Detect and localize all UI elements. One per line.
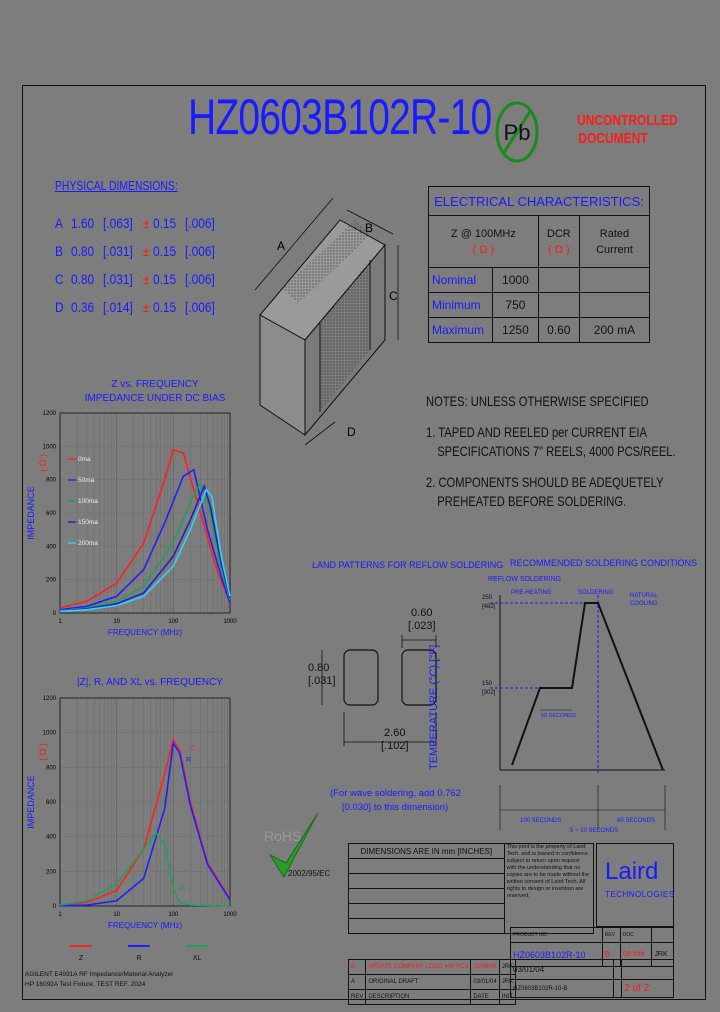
product-number: HZ0603B102R-10 <box>511 943 603 967</box>
chart2-title: |Z|, R, AND XL vs. FREQUENCY <box>77 677 223 688</box>
product-number-block: PRODUCT NO. REV DOC HZ0603B102R-10 B 00-### JRK <box>510 927 674 967</box>
y-tick-label: 400 <box>45 834 56 841</box>
dimension-letter: C <box>55 271 64 287</box>
revision-date: 02/08/08 <box>471 960 499 975</box>
laird-logo: Laird <box>605 858 659 885</box>
legend-label: 50ma <box>78 477 95 484</box>
pb-label: Pb <box>503 120 531 145</box>
x-tick-label: 10 <box>113 912 121 918</box>
series-line-z <box>60 740 230 906</box>
dimension-tol: 0.15 <box>153 271 177 287</box>
reflow-subtitle: REFLOW SOLDERING <box>488 576 562 583</box>
x-tick-label: 10 <box>113 619 121 625</box>
curve-annotation: XL <box>178 885 187 892</box>
property-line: rights to design or invention are <box>506 886 584 892</box>
land-patterns-title: LAND PATTERNS FOR REFLOW SOLDERING <box>312 560 504 570</box>
electrical-table <box>428 186 650 343</box>
reflow-y-axis-label: TEMPERATURE (°C) [°F] <box>428 644 440 770</box>
x-axis-label: FREQUENCY (MHz) <box>107 921 183 930</box>
note-2-line2: PREHEATED BEFORE SOLDERING. <box>437 493 627 509</box>
y-tick-label: 400 <box>45 544 56 551</box>
sec5-10-label: 5 ~ 10 SECONDS <box>570 828 619 834</box>
x-tick-label: 1 <box>58 912 62 918</box>
property-line: This print is the property of Laird <box>506 844 586 850</box>
dimension-pm: ± <box>143 299 150 315</box>
y-tick-label: 1000 <box>42 444 56 451</box>
electrical-cell-z: 1000 <box>493 268 539 293</box>
property-line: reserved. <box>506 893 530 899</box>
dimension-mm: 0.80 <box>71 243 95 259</box>
temp-150-label: 150 [302] <box>482 681 496 696</box>
note-1-line1: 1. TAPED AND REELED per CURRENT EIA <box>426 424 647 440</box>
dimension-inch: [.031] <box>103 271 133 287</box>
electrical-cell-z: 750 <box>493 293 539 318</box>
uncontrolled-stamp <box>577 112 678 148</box>
land-total-dim: 2.60 [.102] <box>381 727 409 752</box>
drawing-date: 03/01/04 <box>511 960 614 980</box>
sec100-label: 100 SECONDS <box>520 818 562 824</box>
revision-history <box>348 959 516 1005</box>
series-line-200ma <box>60 490 230 612</box>
dimension-inch: [.014] <box>103 299 133 315</box>
revision-date: DATE <box>471 990 499 1005</box>
revision-rev: REV <box>349 990 366 1005</box>
y-tick-label: 1000 <box>42 730 56 737</box>
dimension-inch: [.031] <box>103 243 133 259</box>
revision-init: JRK <box>499 975 515 990</box>
dimension-tol_in: [.006] <box>185 215 215 231</box>
natural-cooling-label: NATURAL COOLING <box>630 593 658 607</box>
x-tick-label: 100 <box>168 912 179 918</box>
electrical-cell-dcr <box>538 268 579 293</box>
reflow-title: RECOMMENDED SOLDERING CONDITIONS <box>510 558 698 568</box>
preheating-label: PRE-HEATING <box>511 590 552 596</box>
dimension-mm: 0.80 <box>71 271 95 287</box>
note-1-line2: SPECIFICATIONS 7" REELS, 4000 PCS/REEL. <box>437 443 676 459</box>
curve-annotation: Z <box>190 745 195 752</box>
dimension-tol: 0.15 <box>153 243 177 259</box>
dimension-pm: ± <box>143 271 150 287</box>
sheet-info <box>510 959 674 998</box>
property-line: Tech. and is loaned in confidence <box>506 851 588 857</box>
z-ohm-unit: ( Ω ) <box>472 243 495 256</box>
y-axis-label: IMPEDANCE <box>26 775 36 829</box>
dims-note: DIMENSIONS ARE IN mm [INCHES] <box>349 844 505 859</box>
dimension-letter: D <box>55 299 64 315</box>
company-logo-box <box>596 843 674 927</box>
y-tick-label: 0 <box>52 904 56 910</box>
y-tick-label: 600 <box>45 800 56 806</box>
electrical-row <box>429 318 650 343</box>
wave-soldering-note: (For wave soldering, add 0.762 [0.030] to this dimension) <box>330 788 461 813</box>
legend-label: 100ma <box>78 498 98 505</box>
electrical-cell-label: Minimum <box>429 293 493 318</box>
x-tick-label: 100 <box>168 619 179 625</box>
current-column-header: Rated Current <box>579 216 649 268</box>
y-tick-label: 200 <box>45 577 56 584</box>
y-axis-unit: ( Ω ) <box>38 454 48 472</box>
legend-label: Z <box>78 955 84 962</box>
y-tick-label: 800 <box>45 765 56 772</box>
sec60b-label: 60 SECONDS <box>617 818 656 824</box>
series-line-150ma <box>60 486 230 611</box>
rohs-directive: 2002/95/EC <box>288 869 331 878</box>
dcr-column-header: DCR ( Ω ) <box>538 216 579 268</box>
temp-250-label: 250 [482] <box>482 595 496 610</box>
dimension-pm: ± <box>143 215 150 231</box>
note-2-line1: 2. COMPONENTS SHOULD BE ADEQUETELY <box>426 474 664 490</box>
dim-b-label: B <box>365 221 374 235</box>
titleblock-left <box>348 843 594 934</box>
revision-init: JRK <box>499 960 515 975</box>
component-drawing <box>255 190 415 470</box>
land-width-dim: 0.60 [.023] <box>408 607 436 632</box>
electrical-cell-dcr: 0.60 <box>538 318 579 343</box>
uncontrolled-line2: DOCUMENT <box>578 130 648 147</box>
y-tick-label: 1200 <box>42 696 56 702</box>
z-column-header: Z @ 100MHz ( Ω ) <box>429 216 539 268</box>
svg-text:RoHS: RoHS <box>264 828 302 844</box>
land-height-dim: 0.80 [.031] <box>308 662 336 687</box>
property-line: subject to return upon request <box>506 858 580 864</box>
y-tick-label: 200 <box>45 869 56 876</box>
property-line: with the understanding that no <box>506 865 581 871</box>
chart2-z-r-xl-vs-frequency <box>20 690 250 965</box>
y-axis-label: IMPEDANCE <box>26 486 36 540</box>
laird-technologies: TECHNOLOGIES <box>605 890 675 899</box>
legend-label: 150ma <box>78 519 98 526</box>
dimension-tol: 0.15 <box>153 299 177 315</box>
x-axis-label: FREQUENCY (MHz) <box>107 628 183 637</box>
revision-rev: B <box>349 960 366 975</box>
part-number-title: HZ0603B102R-10 <box>188 89 492 145</box>
dimension-inch: [.063] <box>103 215 133 231</box>
notes-heading: NOTES: UNLESS OTHERWISE SPECIFIED <box>426 393 649 409</box>
legend-label: XL <box>192 955 202 962</box>
revision-desc: UPDATE COMPANY LOGO 400 PCS <box>366 960 471 975</box>
electrical-heading: ELECTRICAL CHARACTERISTICS: <box>429 187 650 216</box>
reflow-profile-chart <box>450 585 675 835</box>
electrical-row <box>429 268 650 293</box>
x-tick-label: 1 <box>58 619 62 625</box>
x-tick-label: 1000 <box>223 912 237 918</box>
electrical-cell-label: Maximum <box>429 318 493 343</box>
doc-number: 00-### <box>620 943 652 967</box>
uncontrolled-line1: UNCONTROLLED <box>577 112 678 129</box>
dimension-tol_in: [.006] <box>185 271 215 287</box>
sheet-number: 2 of 2 <box>622 980 674 998</box>
dimension-mm: 0.36 <box>71 299 95 315</box>
curve-annotation: R <box>186 757 192 764</box>
notes-block <box>426 392 676 511</box>
y-tick-label: 1200 <box>42 411 56 417</box>
dimension-tol: 0.15 <box>153 215 177 231</box>
dim-c-label: C <box>389 289 398 303</box>
revision-row <box>349 960 516 975</box>
physical-dimensions-heading: PHYSICAL DIMENSIONS: <box>55 178 178 193</box>
chart1-title: Z vs. FREQUENCY <box>111 379 199 390</box>
legend-label: 200ma <box>78 540 98 547</box>
dimension-letter: A <box>55 215 63 231</box>
dimension-pm: ± <box>143 243 150 259</box>
file-name: HZ0603B102R-10-B <box>511 980 614 998</box>
revision-date: 03/01/04 <box>471 975 499 990</box>
chart2-footer: AGILENT E4991A RF Impedance/Material Analyzer HP 16092A Test Fixture, TEST REF. 2024 <box>25 971 174 988</box>
soldering-label: SOLDERING <box>578 590 614 596</box>
electrical-cell-current <box>579 293 649 318</box>
electrical-row <box>429 293 650 318</box>
electrical-cell-dcr <box>538 293 579 318</box>
legend-label: 0ma <box>78 456 91 463</box>
revision-init: INIT <box>499 990 515 1005</box>
revision-desc: DESCRIPTION <box>366 990 471 1005</box>
dimension-letter: B <box>55 243 63 259</box>
y-axis-unit: ( Ω ) <box>38 743 48 761</box>
dim-d-label: D <box>347 425 356 439</box>
land-pad-left <box>344 650 378 705</box>
property-notice <box>504 844 593 934</box>
dim-a-label: A <box>277 239 286 253</box>
chart1-impedance-vs-frequency <box>20 405 250 655</box>
revision-desc: ORIGINAL DRAFT <box>366 975 471 990</box>
y-tick-label: 600 <box>45 511 56 517</box>
sec60-label: 60 SECONDS <box>541 713 576 719</box>
dimension-mm: 1.60 <box>71 215 95 231</box>
property-line: written consent of Laird Tech. All <box>506 879 586 885</box>
electrical-cell-z: 1250 <box>493 318 539 343</box>
electrical-cell-label: Nominal <box>429 268 493 293</box>
y-tick-label: 800 <box>45 477 56 484</box>
revision-letter: B <box>602 943 620 967</box>
dimension-tol_in: [.006] <box>185 243 215 259</box>
legend-label: R <box>136 955 142 962</box>
lead-free-icon <box>494 100 540 164</box>
electrical-cell-current <box>579 268 649 293</box>
chart1-subtitle: IMPEDANCE UNDER DC BIAS <box>84 393 226 404</box>
y-tick-label: 0 <box>52 611 56 617</box>
x-tick-label: 1000 <box>223 619 237 625</box>
dcr-ohm-unit: ( Ω ) <box>548 243 570 256</box>
property-line: copies are to be made without the <box>506 872 590 878</box>
revision-row <box>349 990 516 1005</box>
revision-row <box>349 975 516 990</box>
dimension-tol_in: [.006] <box>185 299 215 315</box>
electrical-cell-current: 200 mA <box>579 318 649 343</box>
revision-rev: A <box>349 975 366 990</box>
